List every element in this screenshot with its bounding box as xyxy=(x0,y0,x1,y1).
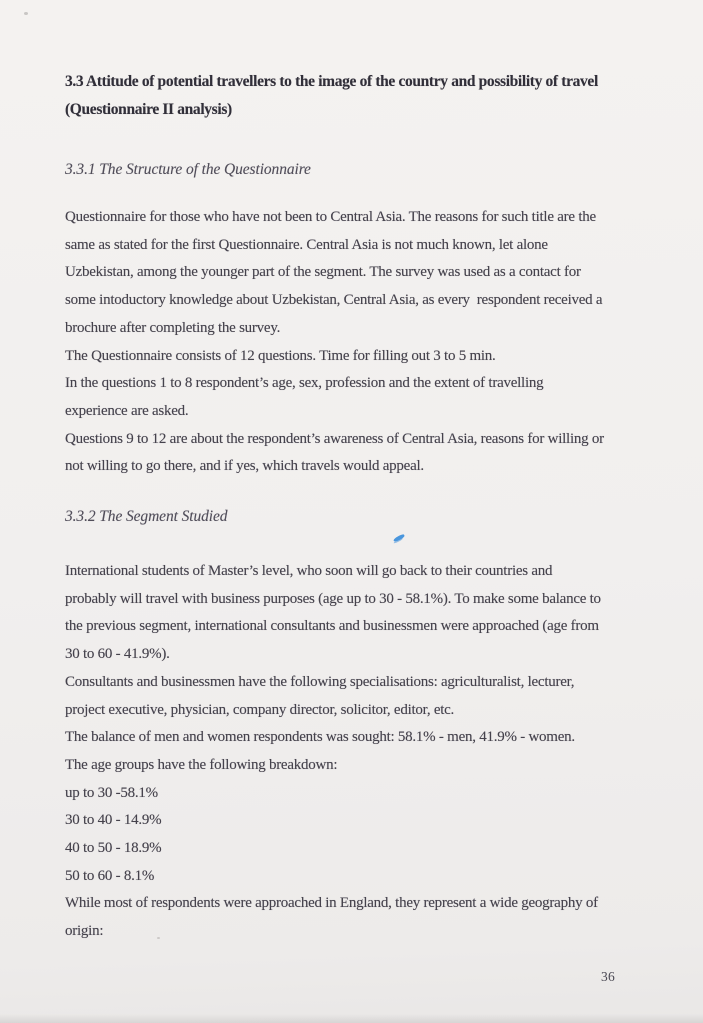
page-number: 36 xyxy=(601,969,615,984)
text-line: While most of respondents were approached in England, they represent a wide geography of xyxy=(65,895,598,912)
scan-speck xyxy=(24,12,28,15)
text-line: Consultants and businessmen have the following specialisations: agriculturalist, lecturer, xyxy=(65,673,575,690)
section-heading xyxy=(65,68,657,124)
heading-line-1: 3.3 Attitude of potential travellers to the image of the country and possibility of travel xyxy=(65,73,598,90)
age-breakdown-line: 50 to 60 - 8.1% xyxy=(65,867,155,884)
text-line: experience are asked. xyxy=(65,402,189,419)
scan-speck xyxy=(157,937,160,939)
text-line: same as stated for the first Questionnaire. Central Asia is not much known, let alone xyxy=(65,236,548,253)
text-line: origin: xyxy=(65,923,104,940)
text-line: The age groups have the following breakdown: xyxy=(65,756,338,773)
text-line: The Questionnaire consists of 12 questions. Time for filling out 3 to 5 min. xyxy=(65,347,496,364)
scan-edge-shadow xyxy=(0,1014,703,1023)
text-line: Uzbekistan, among the younger part of the segment. The survey was used as a contact for xyxy=(65,264,581,281)
age-breakdown-line: 30 to 40 - 14.9% xyxy=(65,812,162,829)
text-line: not willing to go there, and if yes, which travels would appeal. xyxy=(65,458,424,475)
text-line: Questionnaire for those who have not been to Central Asia. The reasons for such title are the xyxy=(65,209,596,225)
heading-line-2: (Questionnaire II analysis) xyxy=(65,101,232,118)
subsection-title-segment: 3.3.2 The Segment Studied xyxy=(65,508,228,526)
text-line: brochure after completing the survey. xyxy=(65,319,281,336)
text-line: Questions 9 to 12 are about the respondent’s awareness of Central Asia, reasons for willing or xyxy=(65,430,604,447)
text-line: the previous segment, international consultants and businessmen were approached (age from xyxy=(65,618,599,635)
text-line: In the questions 1 to 8 respondent’s age, sex, profession and the extent of travelling xyxy=(65,375,544,392)
age-breakdown-line: 40 to 50 - 18.9% xyxy=(65,840,162,857)
paragraph-questionnaire-structure xyxy=(65,204,657,481)
text-line: International students of Master’s level, who soon will go back to their countries and xyxy=(65,563,553,580)
subsection-title-structure: 3.3.1 The Structure of the Questionnaire xyxy=(65,161,311,178)
text-line: The balance of men and women respondents was sought: 58.1% - men, 41.9% - women. xyxy=(65,729,575,746)
text-line: probably will travel with business purposes (age up to 30 - 58.1%). To make some balance to xyxy=(65,590,601,607)
age-breakdown-line: up to 30 -58.1% xyxy=(65,784,158,801)
text-line: 30 to 60 - 41.9%). xyxy=(65,646,170,663)
text-line: project executive, physician, company director, solicitor, editor, etc. xyxy=(65,701,455,718)
text-line: some intoductory knowledge about Uzbekistan, Central Asia, as every respondent received a xyxy=(65,292,603,309)
page-text-block xyxy=(65,68,657,946)
paragraph-segment-studied xyxy=(65,558,657,946)
